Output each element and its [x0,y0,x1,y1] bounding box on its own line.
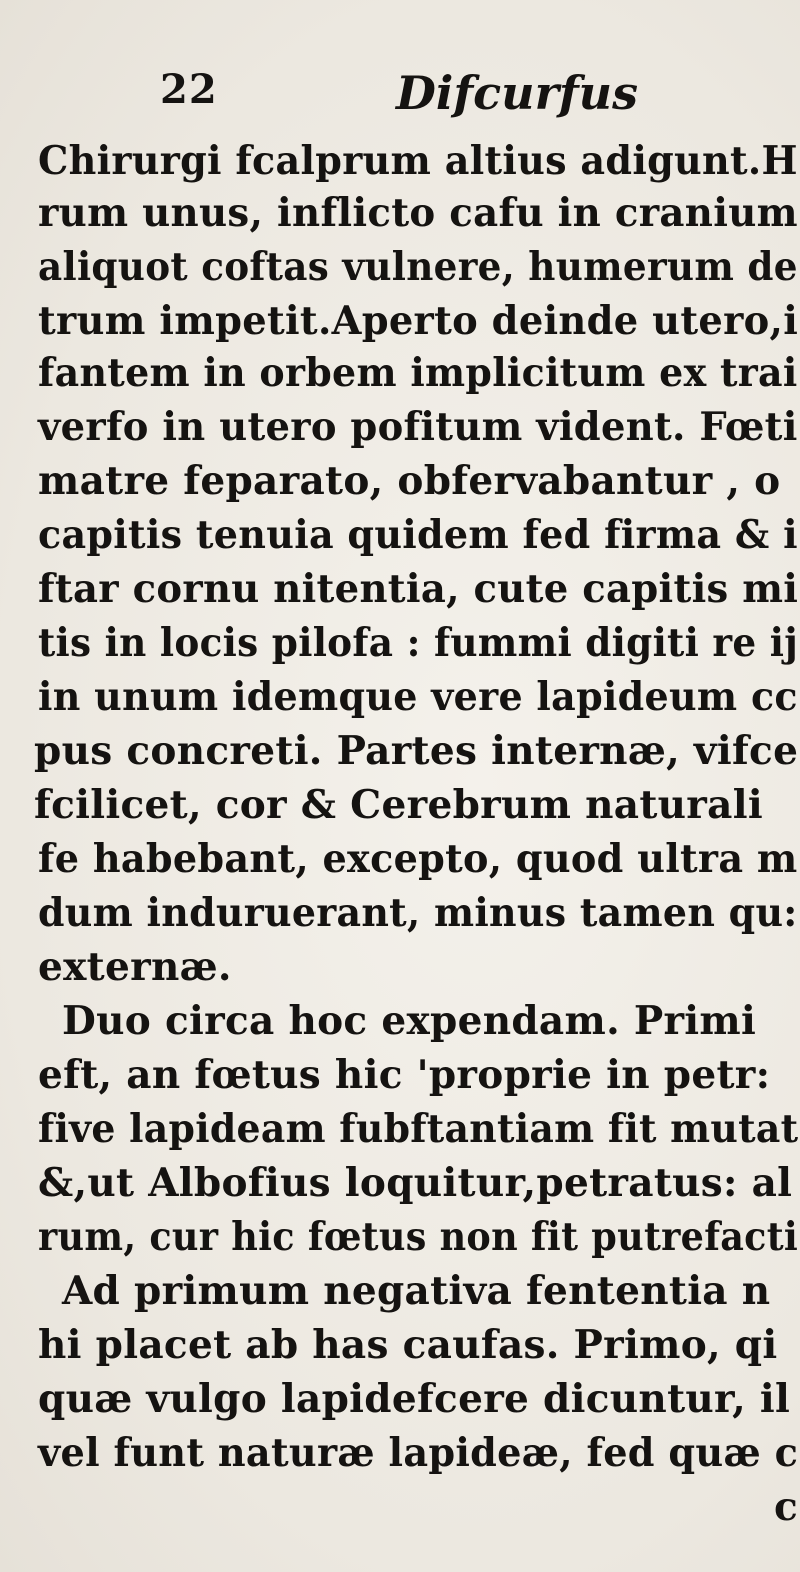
text-line: Ad primum negativa fententia n [62,1268,771,1314]
text-line: verfo in utero pofitum vident. Fœti [38,404,798,450]
text-line: vel funt naturæ lapideæ, fed quæ c [38,1430,799,1476]
text-line: &,ut Albofius loquitur,petratus: al [38,1160,793,1206]
text-line: aliquot coftas vulnere, humerum de [38,244,798,290]
text-line: matre feparato, obfervabantur , o [38,458,781,504]
text-line: dum induruerant, minus tamen qu: [38,890,798,936]
text-line: trum impetit.Aperto deinde utero,i [38,298,799,344]
text-line: Duo circa hoc expendam. Primi [62,998,757,1044]
page-header [160,66,800,126]
text-line: in unum idemque vere lapideum cc [38,674,798,720]
page-number: 22 [160,66,218,113]
text-line: tis in locis pilofa : fummi digiti re ij [38,620,799,666]
text-line: externæ. [38,944,232,990]
text-line: Chirurgi fcalprum altius adigunt.H [38,138,798,184]
text-line: fantem in orbem implicitum ex trai [38,350,798,396]
text-line: quæ vulgo lapidefcere dicuntur, il [38,1376,791,1422]
body-text [0,132,800,1572]
catchword: c [774,1484,799,1530]
text-line: hi placet ab has caufas. Primo, qi [38,1322,778,1368]
text-line: capitis tenuia quidem fed firma & i [38,512,798,558]
text-line: fcilicet, cor & Cerebrum naturali [34,782,763,828]
text-line: five lapideam fubftantiam fit mutat [38,1106,799,1152]
text-line: rum, cur hic fœtus non fit putrefacti [38,1214,799,1260]
text-line: fe habebant, excepto, quod ultra m [38,836,798,882]
text-line: rum unus, inflicto cafu in cranium [38,190,798,236]
text-line: ftar cornu nitentia, cute capitis mi [38,566,799,612]
text-line: pus concreti. Partes internæ, vifce [34,728,799,774]
running-title: Difcurfus [396,66,638,120]
text-line: eft, an fœtus hic 'proprie in petr: [38,1052,771,1098]
